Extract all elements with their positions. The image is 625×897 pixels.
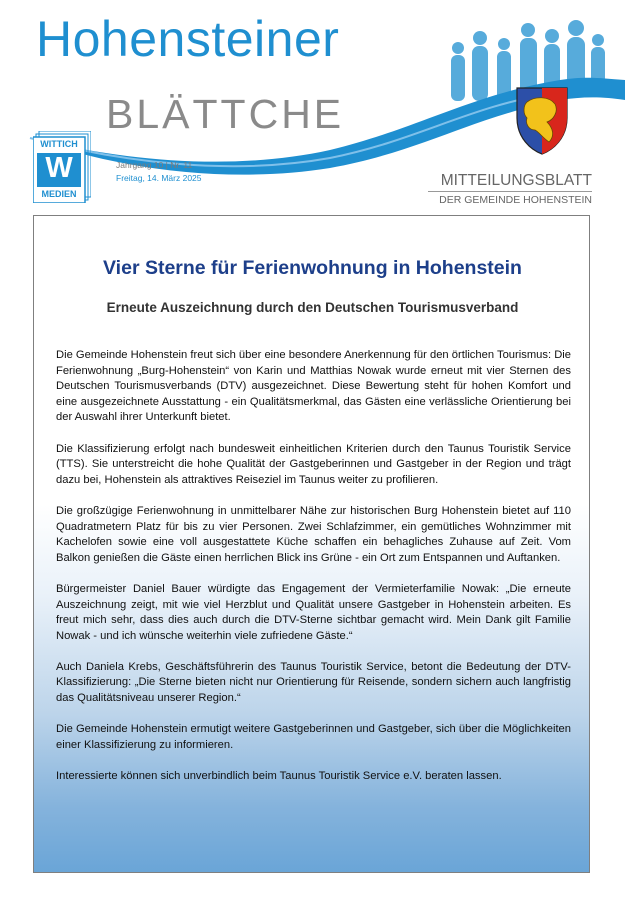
issue-number: Jahrgang 10 | Nr. 11	[116, 160, 193, 170]
article-subheadline: Erneute Auszeichnung durch den Deutschen Tourismusverband	[106, 300, 519, 315]
newspaper-subtitle: BLÄTTCHE	[106, 91, 345, 137]
bulletin-title: MITTEILUNGSBLATT	[440, 172, 592, 189]
article-headline: Vier Sterne für Ferienwohnung in Hohenstein	[103, 257, 522, 279]
issue-date: Freitag, 14. März 2025	[116, 173, 202, 183]
newspaper-title: Hohensteiner	[36, 11, 340, 67]
article-paragraph: Die Gemeinde Hohenstein freut sich über eine besondere Anerkennung für den örtlichen Tourismus: Die Ferienwohnung „Burg-Hohenstein“ von Karin und Matthias Nowak wurde erneut mit vier Sternen des Deutschen Tourismusverbands (DTV) ausgezeichnet. Diese Bewertung steht für hohen Komfort und eine ausgezeichnete Ausstattung - ein Qualitätsmerkmal, das Gästen eine verlässliche Orientierung bei der Auswahl ihrer Unterkunft bietet.	[56, 349, 571, 424]
article-box	[33, 215, 590, 873]
article-paragraph: Auch Daniela Krebs, Geschäftsführerin des Taunus Touristik Service, betont die Bedeutung der DTV-Klassifizierung: „Die Sterne bieten nicht nur Orientierung für Reisende, sondern sichern auch langfristig das Qualitätsniveau unserer Region.“	[56, 660, 571, 705]
bulletin-subtitle: DER GEMEINDE HOHENSTEIN	[439, 194, 592, 206]
article-paragraph: Interessierte können sich unverbindlich beim Taunus Touristik Service e.V. beraten lassen.	[56, 770, 502, 783]
article-body	[56, 348, 571, 785]
publisher-logo-bottom: MEDIEN	[41, 189, 77, 199]
article-paragraph: Die Gemeinde Hohenstein ermutigt weitere Gastgeberinnen und Gastgeber, sich über die Möglichkeiten einer Klassifizierung zu informieren.	[56, 723, 571, 751]
article-paragraph: Die großzügige Ferienwohnung in unmittelbarer Nähe zur historischen Burg Hohenstein bietet auf 110 Quadratmetern Platz für bis zu vier Personen. Zwei Schlafzimmer, ein gemütliches Wohnzimmer mit Kachelofen sowie eine voll ausgestattete Küche schaffen ein behagliches Zuhause auf Zeit. Vom Balkon genießen die Gäste einen herrlichen Blick ins Grüne - ein Ort zum Entspannen und Auftanken.	[56, 504, 571, 564]
masthead	[0, 0, 625, 215]
article-paragraph: Bürgermeister Daniel Bauer würdigte das Engagement der Vermieterfamilie Nowak: „Die erneute Auszeichnung zeigt, mit wie viel Herzblut und Qualität unsere Gastgeber in Hohenstein arbeiten. Es freut mich sehr, dass dies auch durch die DTV-Sterne sichtbar gemacht wird. Mein Dank gilt Familie Nowak - und ich wünsche weiterhin viele zufriedene Gäste.“	[56, 582, 571, 642]
publisher-logo-top: WITTICH	[40, 139, 78, 149]
bulletin-divider	[428, 191, 592, 192]
coat-of-arms-lion-icon	[513, 84, 571, 156]
article-paragraph: Die Klassifizierung erfolgt nach bundesweit einheitlichen Kriterien durch den Taunus Touristik Service (TTS). Sie unterstreicht die hohe Qualität der Gastgeberinnen und Gastgeber in der Region und trägt dazu bei, Hohenstein als attraktives Reiseziel im Taunus weiter zu profilieren.	[56, 442, 571, 486]
publisher-logo-letter: W	[45, 152, 73, 184]
publisher-logo	[33, 131, 91, 203]
